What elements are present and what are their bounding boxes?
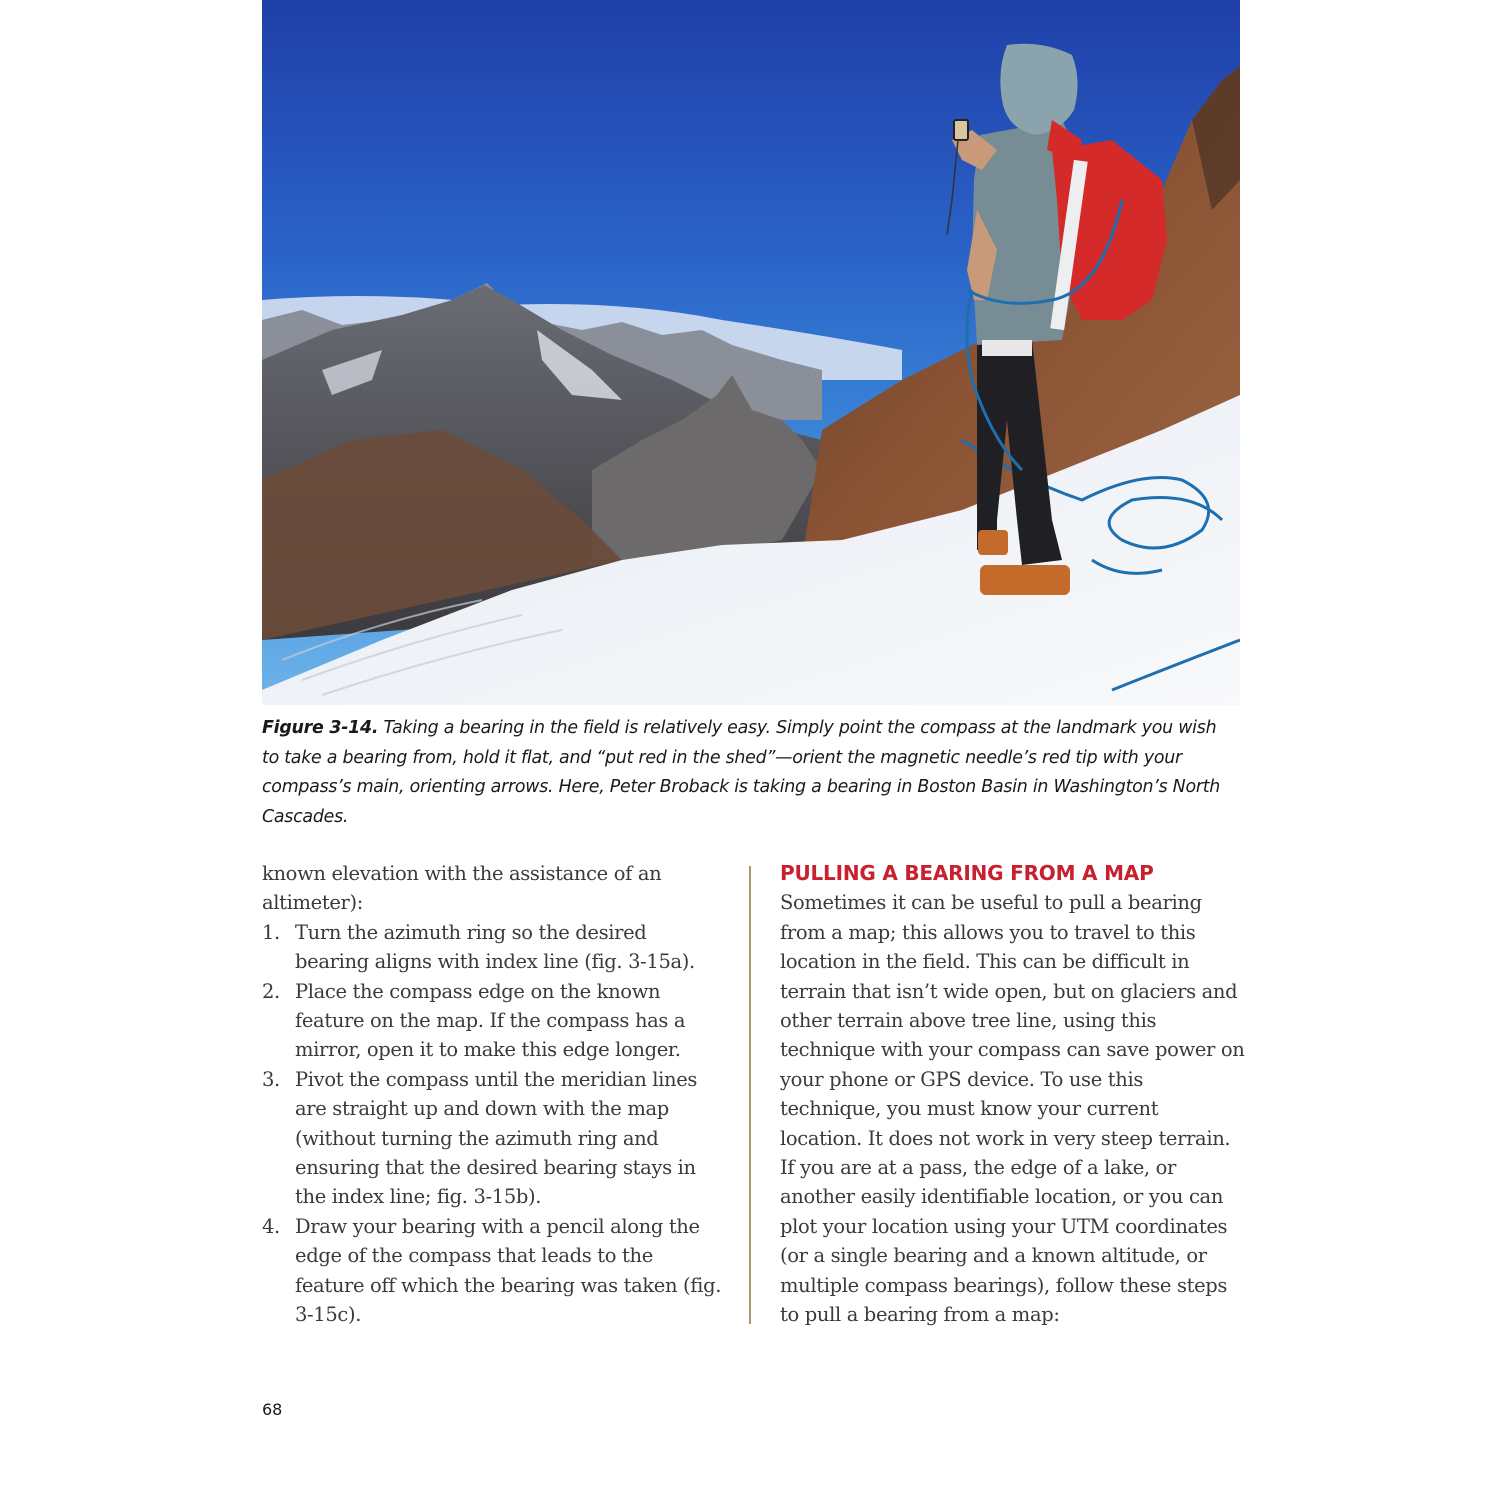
step-number: 4. [262,1214,280,1238]
step-text: Turn the azimuth ring so the desired bearing aligns with index line (fig. 3-15a). [295,920,695,974]
step-number: 2. [262,979,280,1003]
figure-caption-text: Taking a bearing in the field is relatively easy. Simply point the compass at the landmark you wish to take a bearing from, hold it flat, and “put red in the shed”—orient the magnetic needle’s red tip with your compass’s main, orienting arrows. Here, Peter Broback is taking a bearing in Boston Basin in Washington’s North Cascades. [262,718,1221,827]
left-column [262,859,724,1330]
step-number: 3. [262,1067,280,1091]
step-number: 1. [262,920,280,944]
step-item [262,1065,724,1212]
figure-label: Figure 3-14. [262,718,379,738]
step-item [262,1212,724,1330]
step-item [262,918,724,977]
page-number: 68 [262,1400,283,1419]
steps-list [262,918,724,1330]
left-column-intro: known elevation with the assistance of an altimeter): [262,862,662,915]
step-text: Pivot the compass until the meridian lines are straight up and down with the map (without turning the azimuth ring and ensuring that the desired bearing stays in the index line; fig. 3-15b). [295,1067,698,1209]
section-heading: PULLING A BEARING FROM A MAP [780,861,1154,885]
step-text: Place the compass edge on the known feature on the map. If the compass has a mirror, open it to make this edge longer. [295,979,686,1062]
mountain-climber-photo [262,0,1240,705]
right-column-body: Sometimes it can be useful to pull a bearing from a map; this allows you to travel to this location in the field. This can be difficult in terrain that isn’t wide open, but on glaciers and other terrain above tree line, using this technique with your compass can save power on your phone or GPS device. To use this technique, you must know your current location. It does not work in very steep terrain. If you are at a pass, the edge of a lake, or another easily identifiable location, or you can plot your location using your UTM coordinates (or a single bearing and a known altitude, or multiple compass bearings), follow these steps to pull a bearing from a map: [780,891,1245,1327]
step-text: Draw your bearing with a pencil along the edge of the compass that leads to the feature off which the bearing was taken (fig. 3-15c). [295,1214,722,1327]
step-item [262,977,724,1065]
figure-photo [262,0,1240,705]
column-divider [749,866,751,1324]
figure-caption [262,714,1232,832]
right-column [780,859,1245,1330]
